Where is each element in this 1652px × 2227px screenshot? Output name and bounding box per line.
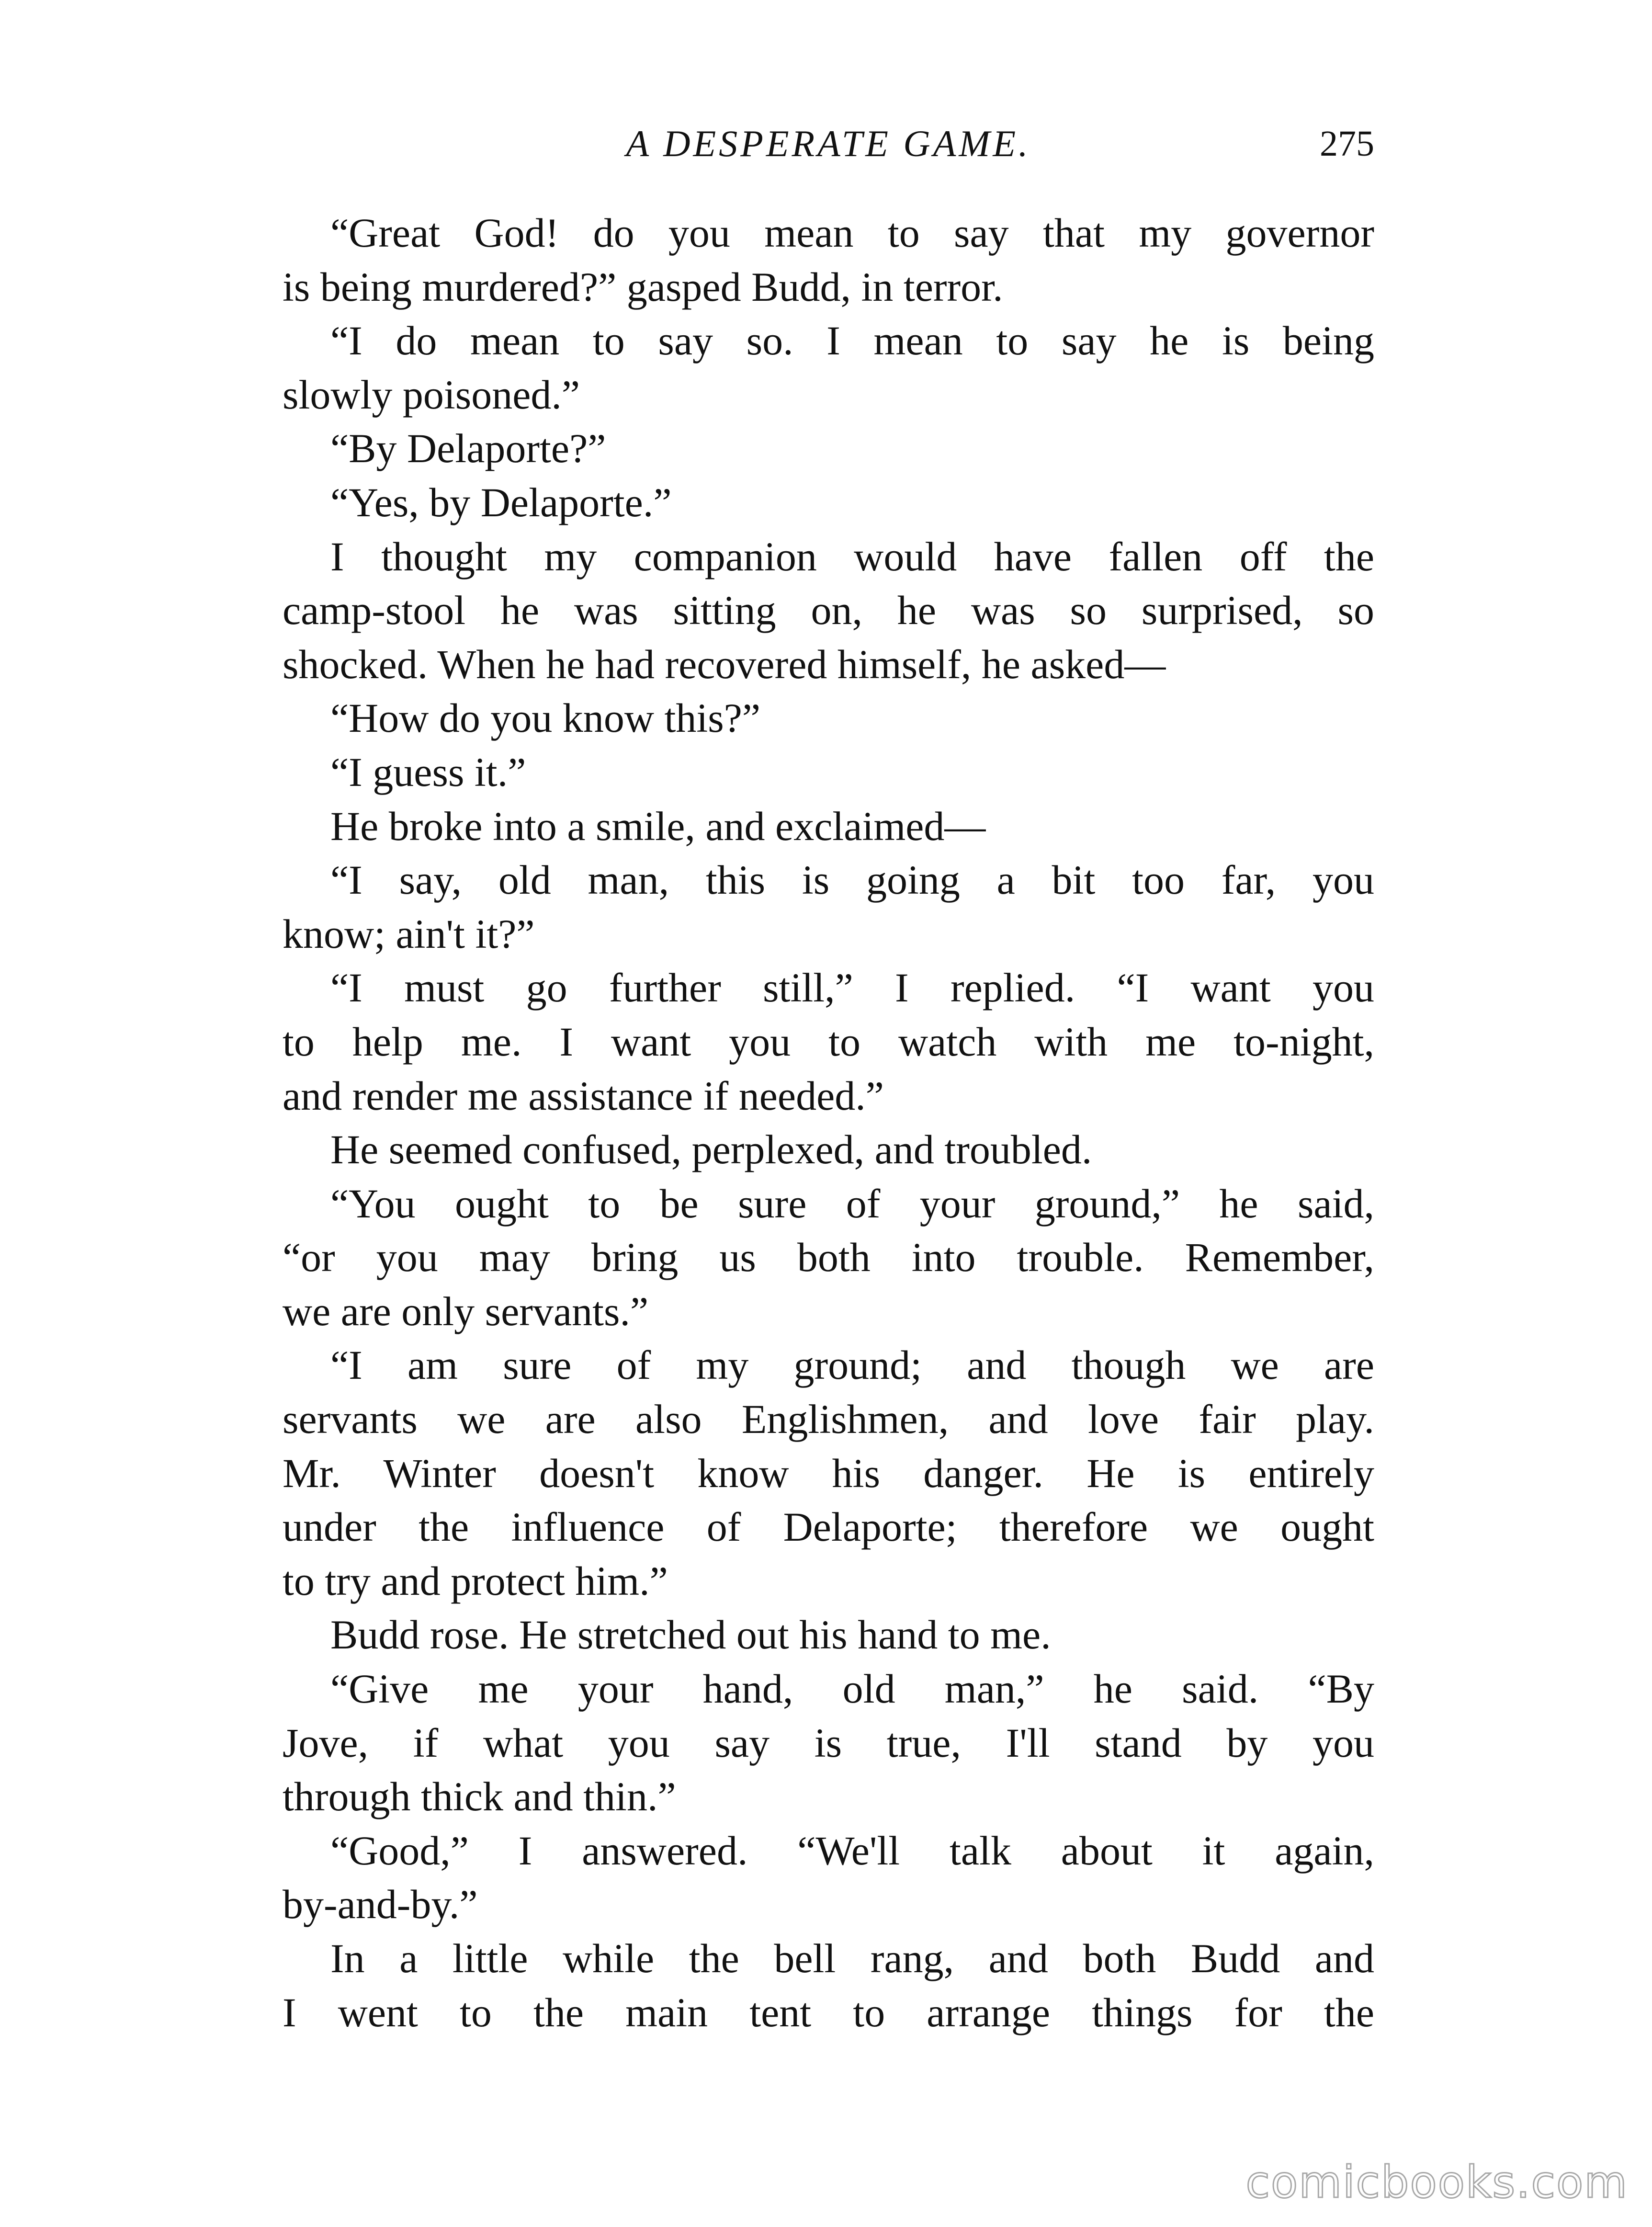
text-line: “By Delaporte?” <box>330 425 606 472</box>
text-line: “I must go further still,” I replied. “I want you <box>330 965 1374 1011</box>
text-line: “I do mean to say so. I mean to say he is being <box>330 318 1374 364</box>
page-header <box>283 115 1374 172</box>
text-line: we are only servants.” <box>283 1288 649 1334</box>
text-line: “Yes, by Delaporte.” <box>330 479 672 525</box>
text-line: He broke into a smile, and exclaimed— <box>330 803 986 849</box>
page-number: 275 <box>1320 124 1374 164</box>
text-line: and render me assistance if needed.” <box>283 1072 884 1119</box>
text-line: I thought my companion would have fallen off the <box>330 533 1374 579</box>
text-line: “Give me your hand, old man,” he said. “By <box>330 1666 1374 1712</box>
text-line: servants we are also Englishmen, and love fair play. <box>283 1396 1374 1443</box>
text-line: Budd rose. He stretched out his hand to me. <box>330 1612 1051 1658</box>
text-line: camp-stool he was sitting on, he was so surprised, so <box>283 587 1374 634</box>
text-line: under the influence of Delaporte; therefore we ought <box>283 1504 1374 1550</box>
text-line: through thick and thin.” <box>283 1773 676 1820</box>
text-line: by-and-by.” <box>283 1881 478 1928</box>
text-line: “I am sure of my ground; and though we are <box>330 1342 1374 1388</box>
text-line: know; ain't it?” <box>283 910 535 957</box>
text-line: “You ought to be sure of your ground,” he said, <box>330 1180 1374 1227</box>
text-line: to try and protect him.” <box>283 1557 668 1604</box>
text-line: “or you may bring us both into trouble. Remember, <box>283 1234 1374 1281</box>
text-line: “How do you know this?” <box>330 695 761 741</box>
text-line: “Good,” I answered. “We'll talk about it again, <box>330 1827 1374 1874</box>
text-line: “I guess it.” <box>330 749 526 795</box>
watermark-logo: comicbooks.com <box>1245 2157 1628 2208</box>
running-title: A DESPERATE GAME. <box>626 123 1031 164</box>
text-line: “I say, old man, this is going a bit too far, you <box>330 857 1374 903</box>
text-line: shocked. When he had recovered himself, he asked— <box>283 641 1166 687</box>
text-line: He seemed confused, perplexed, and troubled. <box>330 1126 1092 1173</box>
text-line: Jove, if what you say is true, I'll stand by you <box>283 1719 1374 1766</box>
text-line: is being murdered?” gasped Budd, in terror. <box>283 263 1003 310</box>
text-line: I went to the main tent to arrange things for the <box>283 1989 1374 2035</box>
text-line: “Great God! do you mean to say that my governor <box>330 210 1374 256</box>
text-line: slowly poisoned.” <box>283 371 580 418</box>
text-line: In a little while the bell rang, and both Budd and <box>330 1935 1374 1981</box>
text-line: Mr. Winter doesn't know his danger. He is entirely <box>283 1450 1374 1496</box>
text-line: to help me. I want you to watch with me to-night, <box>283 1018 1374 1065</box>
body-text <box>283 206 1374 2039</box>
